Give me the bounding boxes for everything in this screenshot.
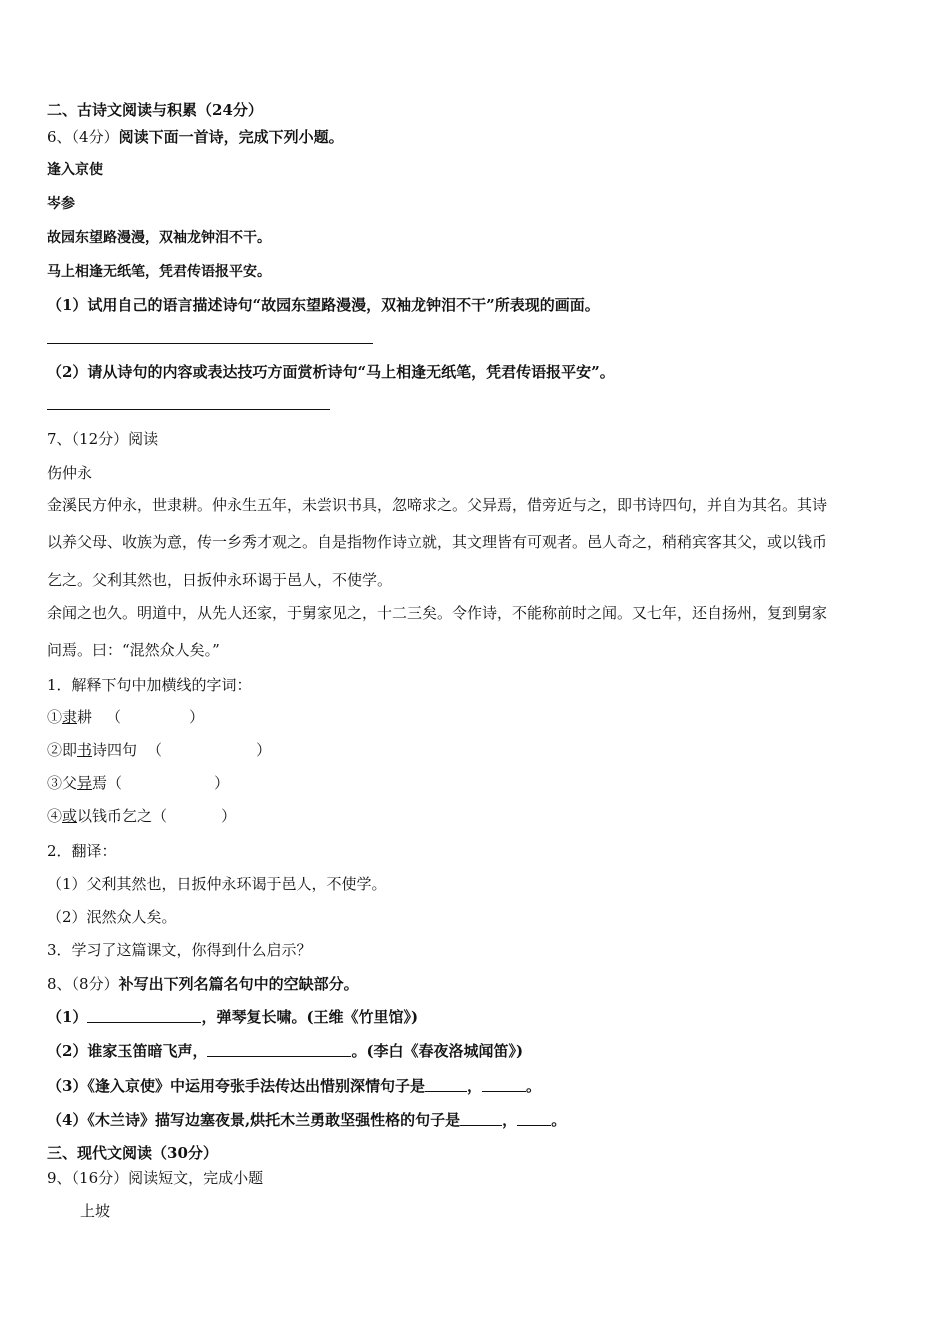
poem-line-1: 故园东望路漫漫，双袖龙钟泪不干。 xyxy=(47,230,271,246)
question-6-number: 6、（4分） xyxy=(47,128,119,146)
translate-item-1: （1）父利其然也，日扳仲永环谒于邑人，不使学。 xyxy=(47,875,387,893)
vocab-item-2-close-paren: ） xyxy=(256,741,272,759)
vocab-item-3 xyxy=(47,773,229,793)
vocab-item-4-open-paren: （ xyxy=(152,807,168,825)
question-8-prompt: 补写出下列名篇名句中的空缺部分。 xyxy=(118,975,359,993)
vocab-item-1-open-paren: （ xyxy=(106,708,122,726)
poem-line-2: 马上相逢无纸笔，凭君传语报平安。 xyxy=(47,264,271,280)
passage-p1-line-3: 乞之。父利其然也，日扳仲永环谒于邑人，不使学。 xyxy=(47,571,393,589)
translate-item-2: （2）泯然众人矣。 xyxy=(47,908,177,926)
vocab-item-3-close-paren: ） xyxy=(214,774,230,792)
fill-item-4-blank-b[interactable] xyxy=(517,1110,551,1126)
fill-item-4-prefix: （4）《木兰诗》描写边塞夜景,烘托木兰勇敢坚强性格的句子是 xyxy=(47,1111,461,1129)
passage-p1-line-1: 金溪民方仲永，世隶耕。仲永生五年，未尝识书具，忽啼求之。父异焉，借旁近与之，即书诗四句，并自为其名。其诗 xyxy=(47,496,828,514)
fill-item-3-prefix: （3）《逢入京使》中运用夸张手法传达出惜别深情句子是 xyxy=(47,1077,425,1095)
vocab-item-4-word: 或 xyxy=(62,807,78,825)
vocab-item-2-suffix: 诗四句 xyxy=(92,741,138,759)
story-title: 上坡 xyxy=(80,1202,111,1220)
question-6-prompt: 阅读下面一首诗，完成下列小题。 xyxy=(118,128,344,146)
question-8-number: 8、（8分） xyxy=(47,975,119,993)
fill-item-3-separator: ， xyxy=(466,1077,482,1095)
passage-p2-line-2: 问焉。曰：“混然众人矣。” xyxy=(47,641,220,659)
vocab-item-1-word: 隶 xyxy=(62,708,78,726)
sub-question-1: 1．解释下句中加横线的字词： xyxy=(47,676,252,694)
passage-p1-line-2: 以养父母、收族为意，传一乡秀才观之。自是指物作诗立就，其文理皆有可观者。邑人奇之，稍稍宾客其父，或以钱币 xyxy=(47,533,828,551)
question-6-sub-1: （1）试用自己的语言描述诗句“故园东望路漫漫，双袖龙钟泪不干”所表现的画面。 xyxy=(47,296,600,314)
vocab-item-3-open-paren: （ xyxy=(107,774,123,792)
answer-line-2[interactable] xyxy=(47,409,330,410)
fill-item-3-blank-b[interactable] xyxy=(482,1076,526,1092)
vocab-item-4 xyxy=(47,806,236,826)
answer-line-1[interactable] xyxy=(47,343,373,344)
section-2-title: 二、古诗文阅读与积累（24分） xyxy=(47,101,263,119)
fill-item-1-prefix: （1） xyxy=(47,1008,88,1026)
passage-p2-line-1: 余闻之也久。明道中，从先人还家，于舅家见之，十二三矣。令作诗，不能称前时之闻。又七年，还自扬州，复到舅家 xyxy=(47,604,828,622)
question-8-header xyxy=(47,974,359,994)
vocab-item-2-prefix: ②即 xyxy=(47,741,78,759)
fill-item-3-suffix: 。 xyxy=(525,1077,541,1095)
fill-item-4-suffix: 。 xyxy=(551,1111,567,1129)
vocab-item-3-word: 异 xyxy=(77,774,93,792)
fill-item-3 xyxy=(47,1076,541,1096)
question-9-header: 9、（16分）阅读短文，完成小题 xyxy=(47,1169,264,1187)
vocab-item-2-word: 书 xyxy=(77,741,93,759)
fill-item-3-blank-a[interactable] xyxy=(425,1076,467,1092)
fill-item-1 xyxy=(47,1007,418,1027)
vocab-item-4-suffix: 以钱币乞之 xyxy=(77,807,153,825)
question-7-header: 7、（12分）阅读 xyxy=(47,430,159,448)
vocab-item-2-open-paren: （ xyxy=(147,741,163,759)
fill-item-1-suffix: ，弹琴复长啸。(王维《竹里馆》) xyxy=(201,1008,419,1026)
vocab-item-2 xyxy=(47,740,271,760)
vocab-item-1-close-paren: ） xyxy=(189,708,205,726)
vocab-item-3-prefix: ③父 xyxy=(47,774,78,792)
vocab-item-1 xyxy=(47,707,204,727)
fill-item-4-separator: ， xyxy=(502,1111,518,1129)
vocab-item-1-suffix: 耕 xyxy=(77,708,93,726)
fill-item-4 xyxy=(47,1110,566,1130)
fill-item-4-blank-a[interactable] xyxy=(460,1110,502,1126)
poem-title: 逢入京使 xyxy=(47,162,103,178)
fill-item-2-prefix: （2）谁家玉笛暗飞声， xyxy=(47,1042,208,1060)
sub-question-3: 3．学习了这篇课文，你得到什么启示？ xyxy=(47,941,312,959)
vocab-item-3-suffix: 焉 xyxy=(92,774,108,792)
vocab-item-1-prefix: ① xyxy=(47,708,63,726)
question-6-header xyxy=(47,127,344,147)
fill-item-2 xyxy=(47,1041,523,1061)
fill-item-2-blank[interactable] xyxy=(207,1041,351,1057)
vocab-item-4-close-paren: ） xyxy=(221,807,237,825)
fill-item-2-suffix: 。(李白《春夜洛城闻笛》) xyxy=(351,1042,524,1060)
passage-title: 伤仲永 xyxy=(47,464,93,482)
fill-item-1-blank[interactable] xyxy=(87,1007,201,1023)
section-3-title: 三、现代文阅读（30分） xyxy=(47,1144,218,1162)
vocab-item-4-prefix: ④ xyxy=(47,807,63,825)
sub-question-2: 2．翻译： xyxy=(47,842,117,860)
poem-author: 岑参 xyxy=(47,196,75,212)
question-6-sub-2: （2）请从诗句的内容或表达技巧方面赏析诗句“马上相逢无纸笔，凭君传语报平安”。 xyxy=(47,363,615,381)
